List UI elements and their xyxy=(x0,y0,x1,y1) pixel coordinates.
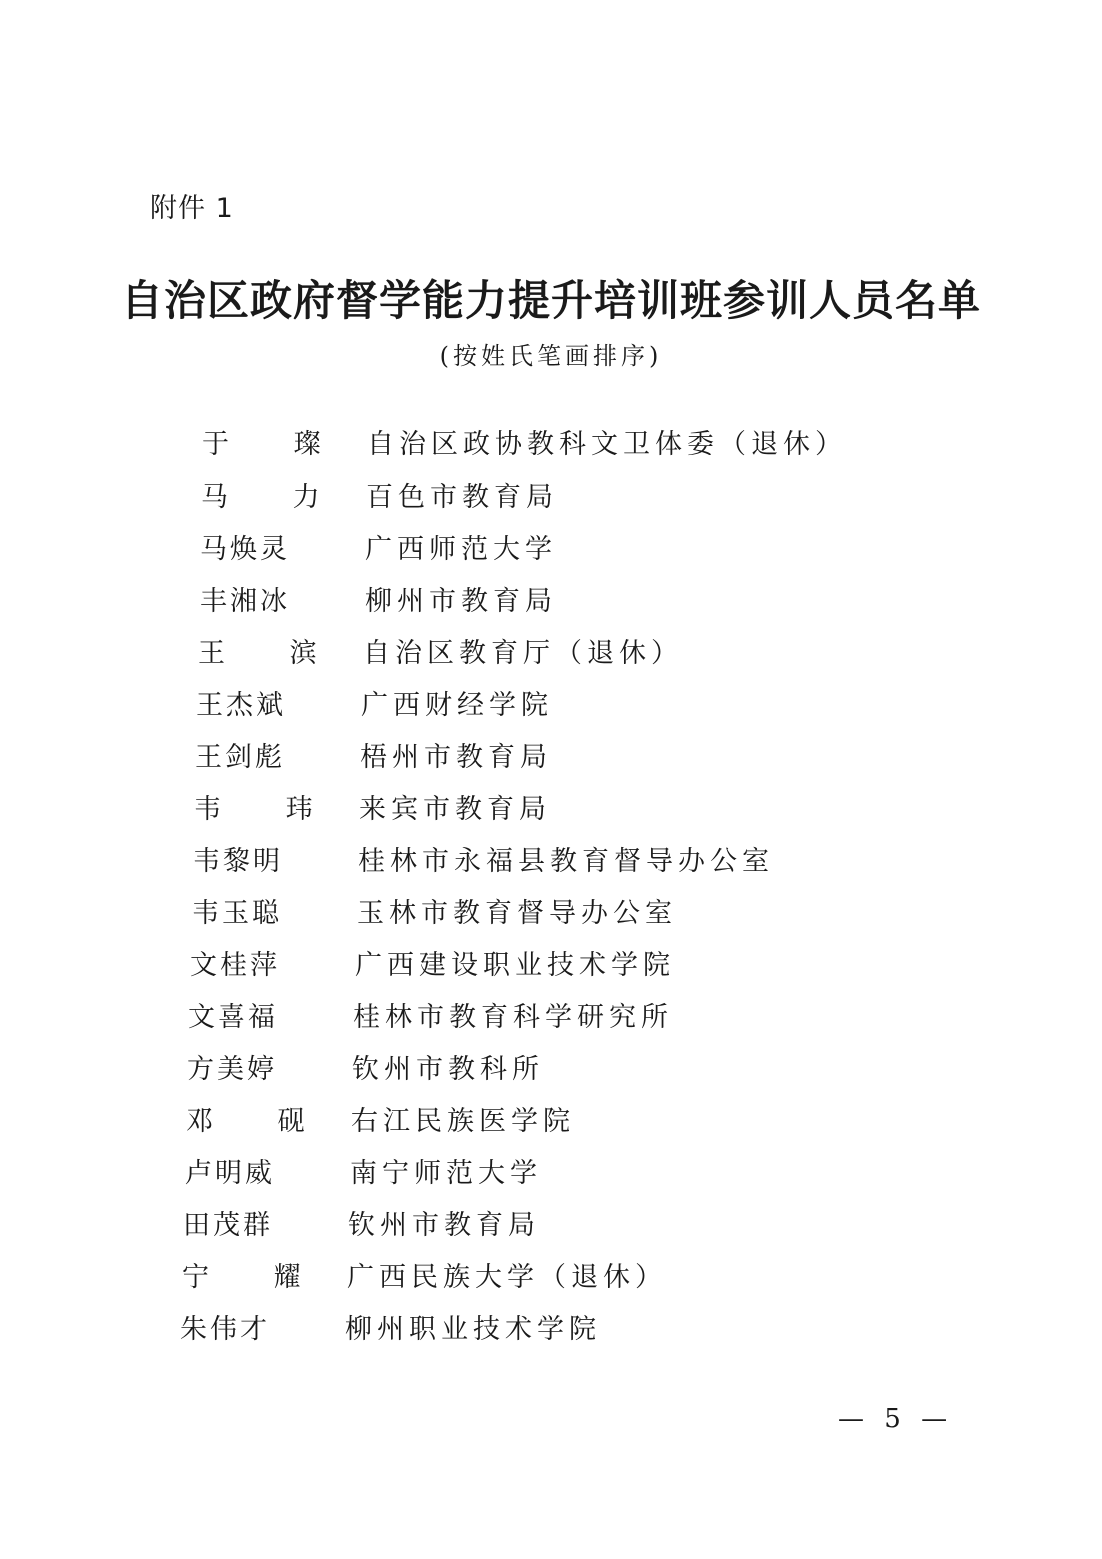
participant-name: 文喜福 xyxy=(188,1002,278,1033)
list-item xyxy=(182,1258,882,1298)
participant-name: 王剑彪 xyxy=(195,742,285,773)
list-item xyxy=(201,478,901,518)
participant-organization: 自治区政协教科文卫体委（退休） xyxy=(367,429,847,460)
document-title: 自治区政府督学能力提升培训班参训人员名单 xyxy=(120,276,981,325)
participant-name: 卢明威 xyxy=(185,1158,275,1189)
participant-name: 王杰斌 xyxy=(196,690,286,721)
list-item xyxy=(185,1154,885,1194)
list-item xyxy=(188,998,888,1038)
participant-name: 文桂萍 xyxy=(190,950,280,981)
participant-organization: 广西建设职业技术学院 xyxy=(355,950,675,981)
participant-name: 邓 砚 xyxy=(186,1106,333,1137)
list-item xyxy=(187,1050,887,1090)
participant-organization: 广西民族大学（退休） xyxy=(347,1262,667,1293)
participant-name: 韦 玮 xyxy=(194,794,341,825)
list-item xyxy=(186,1102,886,1142)
participant-organization: 玉林市教育督导办公室 xyxy=(357,898,677,929)
list-item xyxy=(194,790,894,830)
participant-organization: 梧州市教育局 xyxy=(360,742,552,773)
page-number: — 5 — xyxy=(838,1404,954,1434)
list-item xyxy=(180,1310,880,1350)
participant-name: 田茂群 xyxy=(183,1210,273,1241)
document-subtitle: (按姓氏笔画排序) xyxy=(439,342,663,370)
attachment-label: 附件 1 xyxy=(150,193,234,224)
participant-name: 马焕灵 xyxy=(200,534,290,565)
participant-organization: 桂林市永福县教育督导办公室 xyxy=(358,846,774,877)
list-item xyxy=(195,738,895,778)
list-item xyxy=(198,634,898,674)
participant-name: 马 力 xyxy=(201,482,348,513)
participant-organization: 柳州市教育局 xyxy=(365,586,557,617)
participant-name: 朱伟才 xyxy=(180,1314,270,1345)
participant-organization: 桂林市教育科学研究所 xyxy=(353,1002,673,1033)
participant-name: 于 璨 xyxy=(202,429,349,460)
list-item xyxy=(202,425,902,465)
participant-organization: 来宾市教育局 xyxy=(359,794,551,825)
participant-organization: 南宁师范大学 xyxy=(350,1158,542,1189)
participant-name: 方美婷 xyxy=(187,1054,277,1085)
participant-organization: 柳州职业技术学院 xyxy=(345,1314,601,1345)
participant-organization: 自治区教育厅（退休） xyxy=(363,638,683,669)
participant-name: 韦黎明 xyxy=(193,846,283,877)
list-item xyxy=(196,686,896,726)
participant-name: 韦玉聪 xyxy=(192,898,282,929)
participant-organization: 钦州市教育局 xyxy=(348,1210,540,1241)
list-item xyxy=(193,842,893,882)
list-item xyxy=(200,530,900,570)
participant-name: 王 滨 xyxy=(198,638,345,669)
participant-organization: 右江民族医学院 xyxy=(351,1106,575,1137)
participant-name: 丰湘冰 xyxy=(200,586,290,617)
list-item xyxy=(190,946,890,986)
list-item xyxy=(183,1206,883,1246)
list-item xyxy=(200,582,900,622)
list-item xyxy=(192,894,892,934)
participant-organization: 广西师范大学 xyxy=(365,534,557,565)
participant-organization: 百色市教育局 xyxy=(366,482,558,513)
participant-organization: 钦州市教科所 xyxy=(352,1054,544,1085)
participant-organization: 广西财经学院 xyxy=(361,690,553,721)
participant-name: 宁 耀 xyxy=(182,1262,329,1293)
